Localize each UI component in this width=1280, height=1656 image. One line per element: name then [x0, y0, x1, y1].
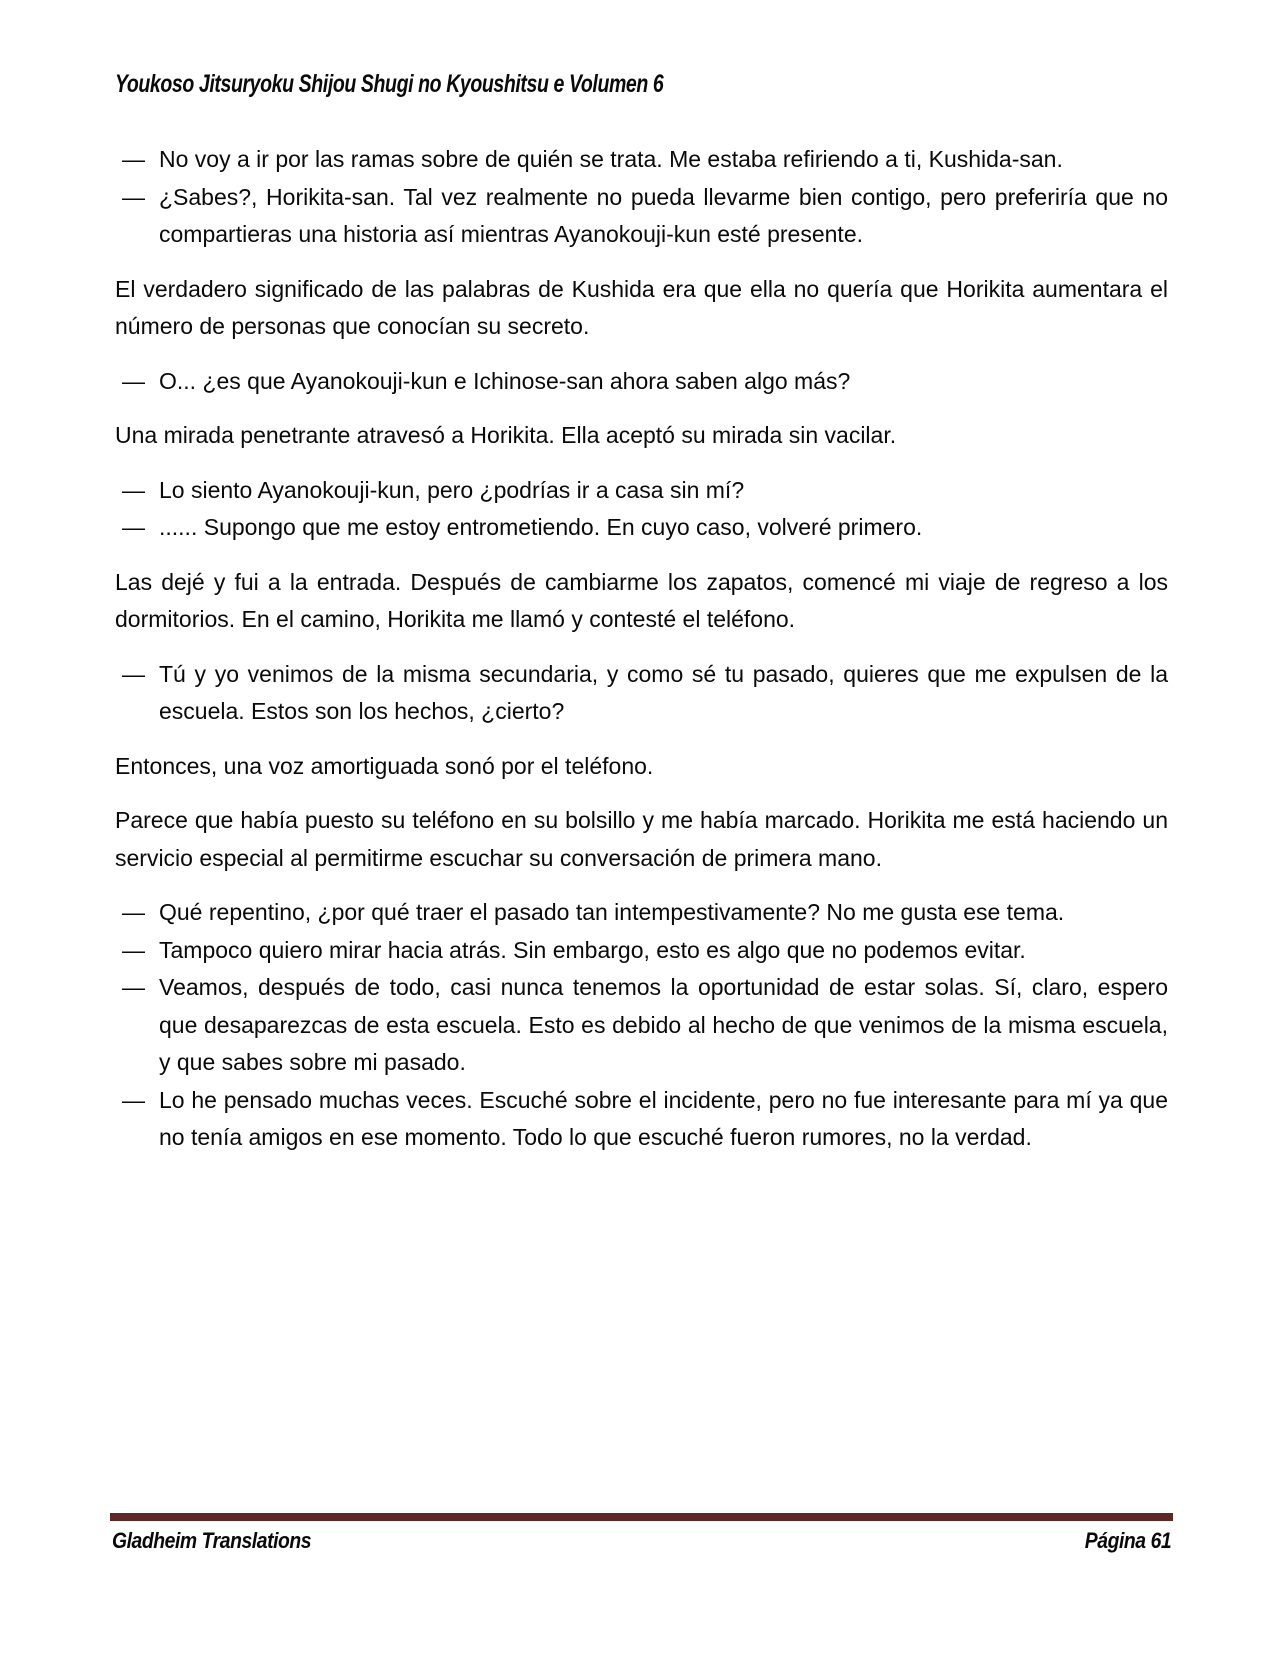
dialogue-dash: — — [122, 476, 145, 503]
paragraph-text: Lo he pensado muchas veces. Escuché sobre el incidente, pero no fue interesante para mí ya que no tenía amigos en ese momento. Todo lo que escuché fueron rumores, no la verdad. — [159, 1086, 1168, 1150]
paragraph-text: Tú y yo venimos de la misma secundaria, y como sé tu pasado, quieres que me expulsen de la escuela. Estos son los hechos, ¿cierto? — [159, 660, 1168, 724]
dialogue-dash: — — [122, 660, 145, 687]
page-body — [115, 141, 1168, 1157]
dialogue-paragraph — [115, 141, 1168, 179]
dialogue-dash: — — [122, 974, 145, 1000]
dialogue-dash: — — [122, 146, 145, 172]
narrative-paragraph: El verdadero significado de las palabras de Kushida era que ella no quería que Horikita aumentara el número de personas que conocían su secreto. — [115, 275, 1168, 339]
dialogue-paragraph — [115, 969, 1168, 1082]
paragraph-text: Tampoco quiero mirar hacia atrás. Sin embargo, esto es algo que no podemos evitar. — [159, 936, 1026, 963]
footer-rule-divider — [110, 1513, 1173, 1521]
paragraph-text: ...... Supongo que me estoy entrometiendo. En cuyo caso, volveré primero. — [159, 514, 923, 540]
dialogue-dash: — — [122, 367, 145, 394]
page-footer — [110, 1513, 1173, 1554]
paragraph-text: Qué repentino, ¿por qué traer el pasado tan intempestivamente? No me gusta ese tema. — [159, 899, 1065, 925]
paragraph-text: No voy a ir por las ramas sobre de quién se trata. Me estaba refiriendo a ti, Kushida-san. — [159, 146, 1063, 172]
dialogue-dash: — — [122, 1086, 145, 1113]
narrative-paragraph: Las dejé y fui a la entrada. Después de cambiarme los zapatos, comencé mi viaje de regreso a los dormitorios. En el camino, Horikita me llamó y contesté el teléfono. — [115, 568, 1168, 632]
page-header — [115, 70, 1168, 99]
paragraph-text: O... ¿es que Ayanokouji-kun e Ichinose-san ahora saben algo más? — [159, 367, 851, 394]
dialogue-dash: — — [122, 514, 145, 540]
dialogue-paragraph — [115, 472, 1168, 510]
dialogue-paragraph — [115, 656, 1168, 731]
dialogue-dash: — — [122, 183, 145, 210]
footer-row — [110, 1528, 1173, 1554]
narrative-paragraph: Una mirada penetrante atravesó a Horikita. Ella aceptó su mirada sin vacilar. — [115, 422, 897, 448]
dialogue-dash: — — [122, 899, 145, 925]
paragraph-text: Lo siento Ayanokouji-kun, pero ¿podrías ir a casa sin mí? — [159, 476, 745, 503]
dialogue-paragraph — [115, 932, 1168, 970]
narrative-paragraph: Parece que había puesto su teléfono en su bolsillo y me había marcado. Horikita me está haciendo un servicio especial al permitirme escuchar su conversación de primera mano. — [115, 807, 1168, 871]
dialogue-paragraph — [115, 363, 1168, 401]
paragraph-text: ¿Sabes?, Horikita-san. Tal vez realmente no pueda llevarme bien contigo, pero preferiría que no compartieras una historia así mientras Ayanokouji-kun esté presente. — [159, 183, 1168, 247]
dialogue-paragraph — [115, 509, 1168, 547]
dialogue-paragraph — [115, 179, 1168, 254]
book-title: Youkoso Jitsuryoku Shijou Shugi no Kyoushitsu e Volumen 6 — [115, 70, 664, 98]
narrative-paragraph: Entonces, una voz amortiguada sonó por el teléfono. — [115, 752, 654, 779]
footer-translator-name: Gladheim Translations — [112, 1528, 312, 1553]
paragraph-text: Veamos, después de todo, casi nunca tenemos la oportunidad de estar solas. Sí, claro, espero que desaparezcas de esta escuela. Esto es debido al hecho de que venimos de la misma escuela, y que sabes sobre mi pasado. — [159, 974, 1168, 1075]
dialogue-paragraph — [115, 1082, 1168, 1157]
dialogue-paragraph — [115, 894, 1168, 932]
dialogue-dash: — — [122, 936, 145, 963]
footer-page-number: Página 61 — [1084, 1528, 1171, 1553]
